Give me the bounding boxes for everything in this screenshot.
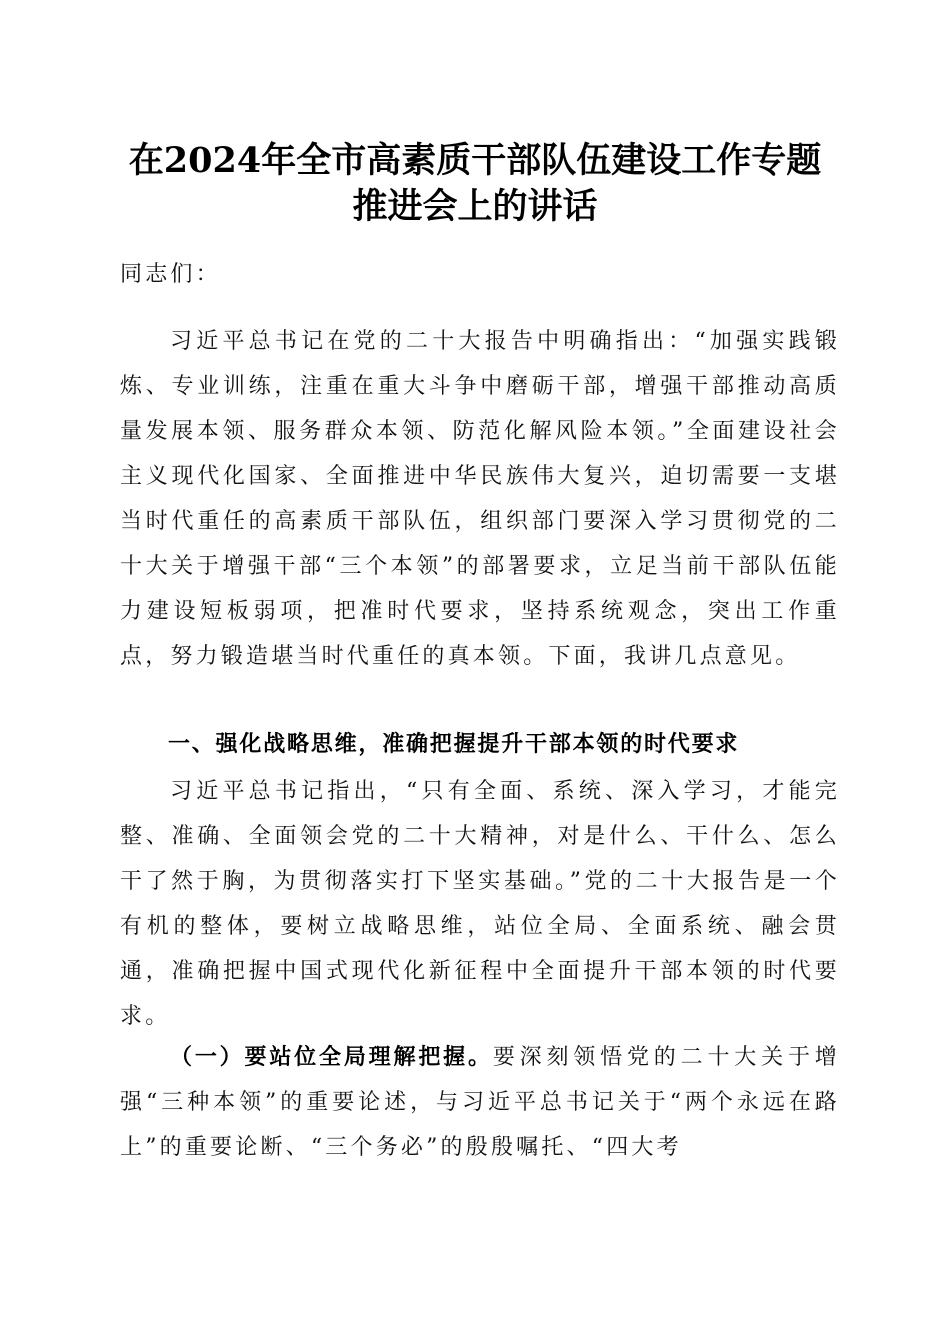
section-heading-1: 一、强化战略思维，准确把握提升干部本领的时代要求 [168, 732, 740, 757]
subsection-heading-1: （一）要站位全局理解把握。 [170, 1045, 493, 1070]
document-title-line-2: 推进会上的讲话 [352, 186, 598, 227]
paragraph-subsection-1 [120, 1035, 840, 1170]
paragraph-intro: 习近平总书记在党的二十大报告中明确指出：“加强实践锻炼、专业训练，注重在重大斗争中磨砺干部，增强干部推动高质量发展本领、服务群众本领、防范化解风险本领。”全面建设社会主义现代化国家、全面推进中华民族伟大复兴，迫切需要一支堪当时代重任的高素质干部队伍，组织部门要深入学习贯彻党的二十大关于增强干部“三个本领”的部署要求，立足当前干部队伍能力建设短板弱项，把准时代要求，坚持系统观念，突出工作重点，努力锻造堪当时代重任的真本领。下面，我讲几点意见。 [120, 329, 840, 669]
paragraph-section-1: 习近平总书记指出，“只有全面、系统、深入学习，才能完整、准确、全面领会党的二十大精神，对是什么、干什么、怎么干了然于胸，为贯彻落实打下坚实基础。”党的二十大报告是一个有机的整体，要树立战略思维，站位全局、全面系统、融会贯通，准确把握中国式现代化新征程中全面提升干部本领的时代要求。 [120, 779, 840, 1029]
greeting: 同志们： [120, 262, 221, 287]
subsection-1-text: 要深刻领悟党的二十大关于增强“三种本领”的重要论述，与习近平总书记关于“两个永远在路上”的重要论断、“三个务必”的殷殷嘱托、“四大考 [120, 1045, 840, 1160]
document-title-line-1: 在2024年全市高素质干部队伍建设工作专题 [128, 140, 822, 181]
